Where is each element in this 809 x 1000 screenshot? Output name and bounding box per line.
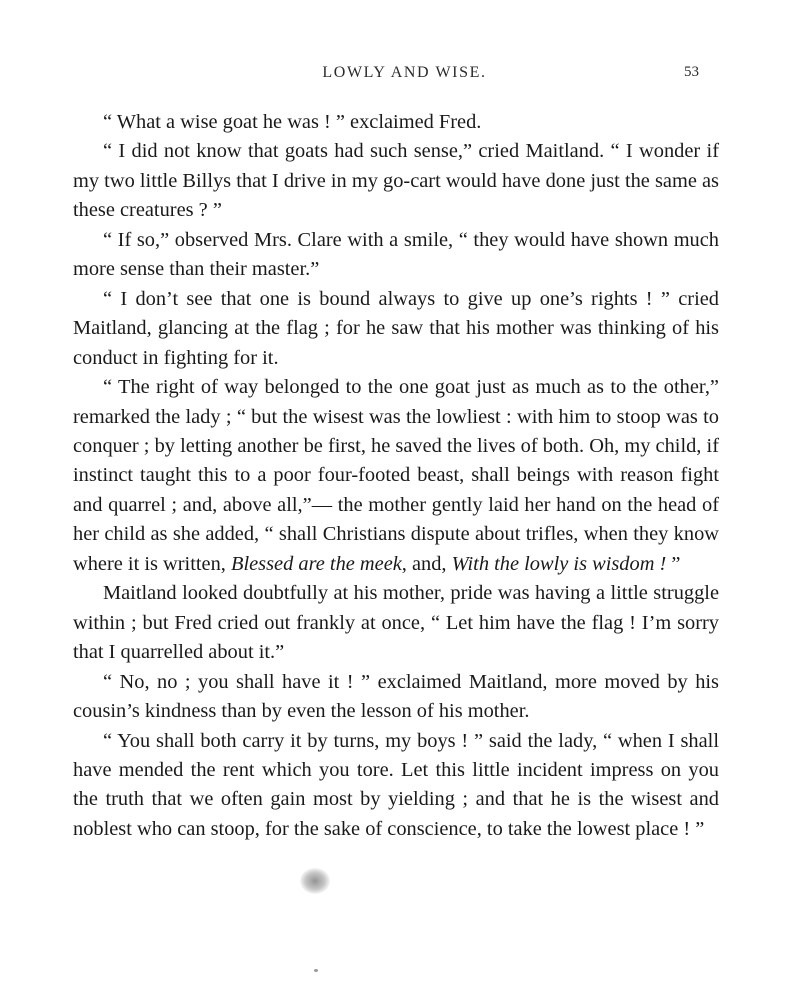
running-title: LOWLY AND WISE. xyxy=(322,64,487,81)
scripture-quote-wisdom: With the lowly is wisdom ! xyxy=(451,552,667,575)
paragraph-4: “ I don’t see that one is bound always to give up one’s rights ! ” cried Maitland, glancing at the flag ; for he saw that his mother was thinking of his conduct in fighting for it. xyxy=(73,287,719,369)
running-head xyxy=(0,64,809,88)
paragraph-5-text-after: ” xyxy=(666,552,681,575)
paragraph-2: “ I did not know that goats had such sense,” cried Maitland. “ I wonder if my two little Billys that I drive in my go-cart would have done just the same as these creatures ? ” xyxy=(73,140,719,222)
body-text xyxy=(73,108,719,844)
paragraph-7: “ No, no ; you shall have it ! ” exclaimed Maitland, more moved by his cousin’s kindness than by even the lesson of his mother. xyxy=(73,670,719,723)
paragraph-6: Maitland looked doubtfully at his mother, pride was having a little struggle within ; but Fred cried out frankly at once, “ Let him have the flag ! I’m sorry that I quarrelled about it.” xyxy=(73,582,719,664)
page-number: 53 xyxy=(684,64,699,80)
ink-blot-mark xyxy=(300,868,330,894)
paragraph-8: “ You shall both carry it by turns, my boys ! ” said the lady, “ when I shall have mended the rent which you tore. Let this little incident impress on you the truth that we often gain most by yielding ; and that he is the wisest and noblest who can stoop, for the sake of conscience, to take the lowest place ! ” xyxy=(73,729,719,840)
paragraph-5-text-between: , and, xyxy=(401,552,452,575)
paragraph-5-text-before: “ The right of way belonged to the one goat just as much as to the other,” remarked the lady ; “ but the wisest was the lowliest : with him to stoop was to conquer ; by letting another be first, he saved the lives of both. Oh, my child, if instinct taught this to a poor four-footed beast, shall beings with reason fight and quarrel ; and, above all,”— the mother gently laid her hand on the head of her child as she added, “ shall Christians dispute about trifles, when they know where it is written, xyxy=(73,376,719,575)
paragraph-5 xyxy=(73,373,719,579)
paragraph-3: “ If so,” observed Mrs. Clare with a smile, “ they would have shown much more sense than their master.” xyxy=(73,228,719,281)
paper-speck-mark xyxy=(314,969,318,972)
scripture-quote-meek: Blessed are the meek xyxy=(231,552,402,575)
paragraph-1: “ What a wise goat he was ! ” exclaimed Fred. xyxy=(103,111,482,133)
